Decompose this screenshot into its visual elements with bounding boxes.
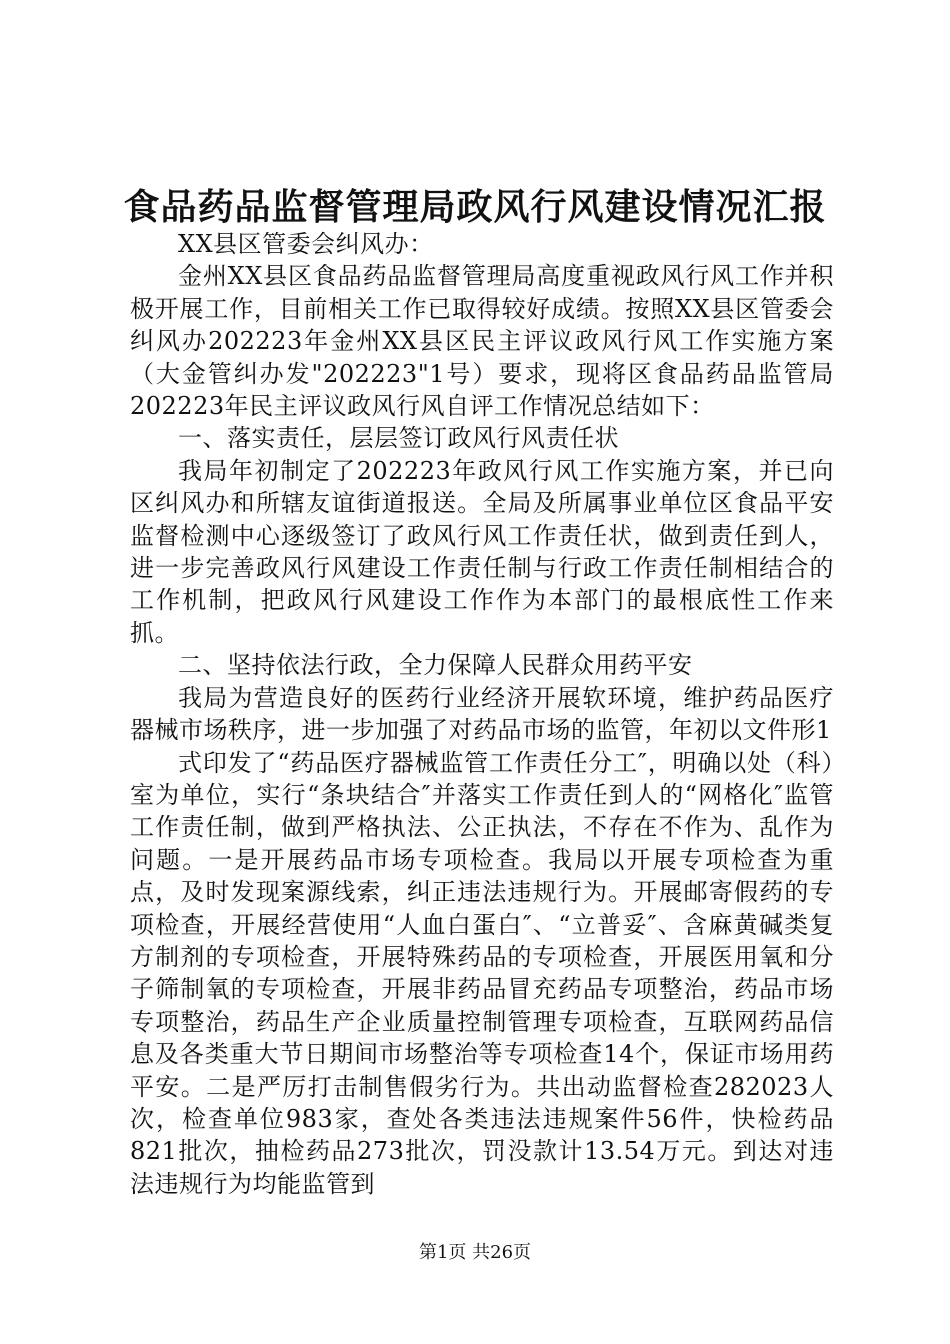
document-title: 食品药品监督管理局政风行风建设情况汇报	[123, 186, 827, 228]
section-2-paragraph: 我局为营造良好的医药行业经济开展软环境，维护药品医疗器械市场秩序，进一步加强了对药品市场的监管，年初以文件形1	[130, 683, 834, 745]
document-body	[130, 228, 834, 1200]
section-heading-2: 二、坚持依法行政，全力保障人民群众用药平安	[178, 651, 693, 680]
salutation-paragraph: XX县区管委会纠风办：	[178, 230, 434, 258]
section-2-continued-paragraph: 式印发了“药品医疗器械监管工作责任分工″，明确以处（科）室为单位，实行“条块结合″并落实工作责任到人的“网格化″监管工作责任制，做到严格执法、公正执法，不存在不作为、乱作为问题。一是开展药品市场专项检查。我局以开展专项检查为重点，及时发现案源线索，纠正违法违规行为。开展邮寄假药的专项检查，开展经营使用“人血白蛋白″、“立普妥″、含麻黄碱类复方制剂的专项检查，开展特殊药品的专项检查，开展医用氧和分子筛制氧的专项检查，开展非药品冒充药品专项整治，药品市场专项整治，药品生产企业质量控制管理专项检查，互联网药品信息及各类重大节日期间市场整治等专项检查14个，保证市场用药平安。二是严厉打击制售假劣行为。共出动监督检查282023人次，检查单位983家，查处各类违法违规案件56件，快检药品821批次，抽检药品273批次，罚没款计13.54万元。到达对违法违规行为均能监管到	[130, 748, 834, 1198]
section-1-paragraph: 我局年初制定了202223年政风行风工作实施方案，并已向区纠风办和所辖友谊街道报送。全局及所属事业单位区食品平安监督检测中心逐级签订了政风行风工作责任状，做到责任到人，进一步完善政风行风建设工作责任制与行政工作责任制相结合的工作机制，把政风行风建设工作作为本部门的最根底性工作来抓。	[130, 456, 834, 647]
intro-paragraph: 金州XX县区食品药品监督管理局高度重视政风行风工作并积极开展工作，目前相关工作已取得较好成绩。按照XX县区管委会纠风办202223年金州XX县区民主评议政风行风工作实施方案（大金管纠办发"202223"1号）要求，现将区食品药品监管局202223年民主评议政风行风自评工作情况总结如下：	[130, 262, 834, 421]
page-number-footer: 第1页 共26页	[418, 1242, 532, 1263]
section-heading-1: 一、落实责任，层层签订政风行风责任状	[178, 424, 619, 453]
